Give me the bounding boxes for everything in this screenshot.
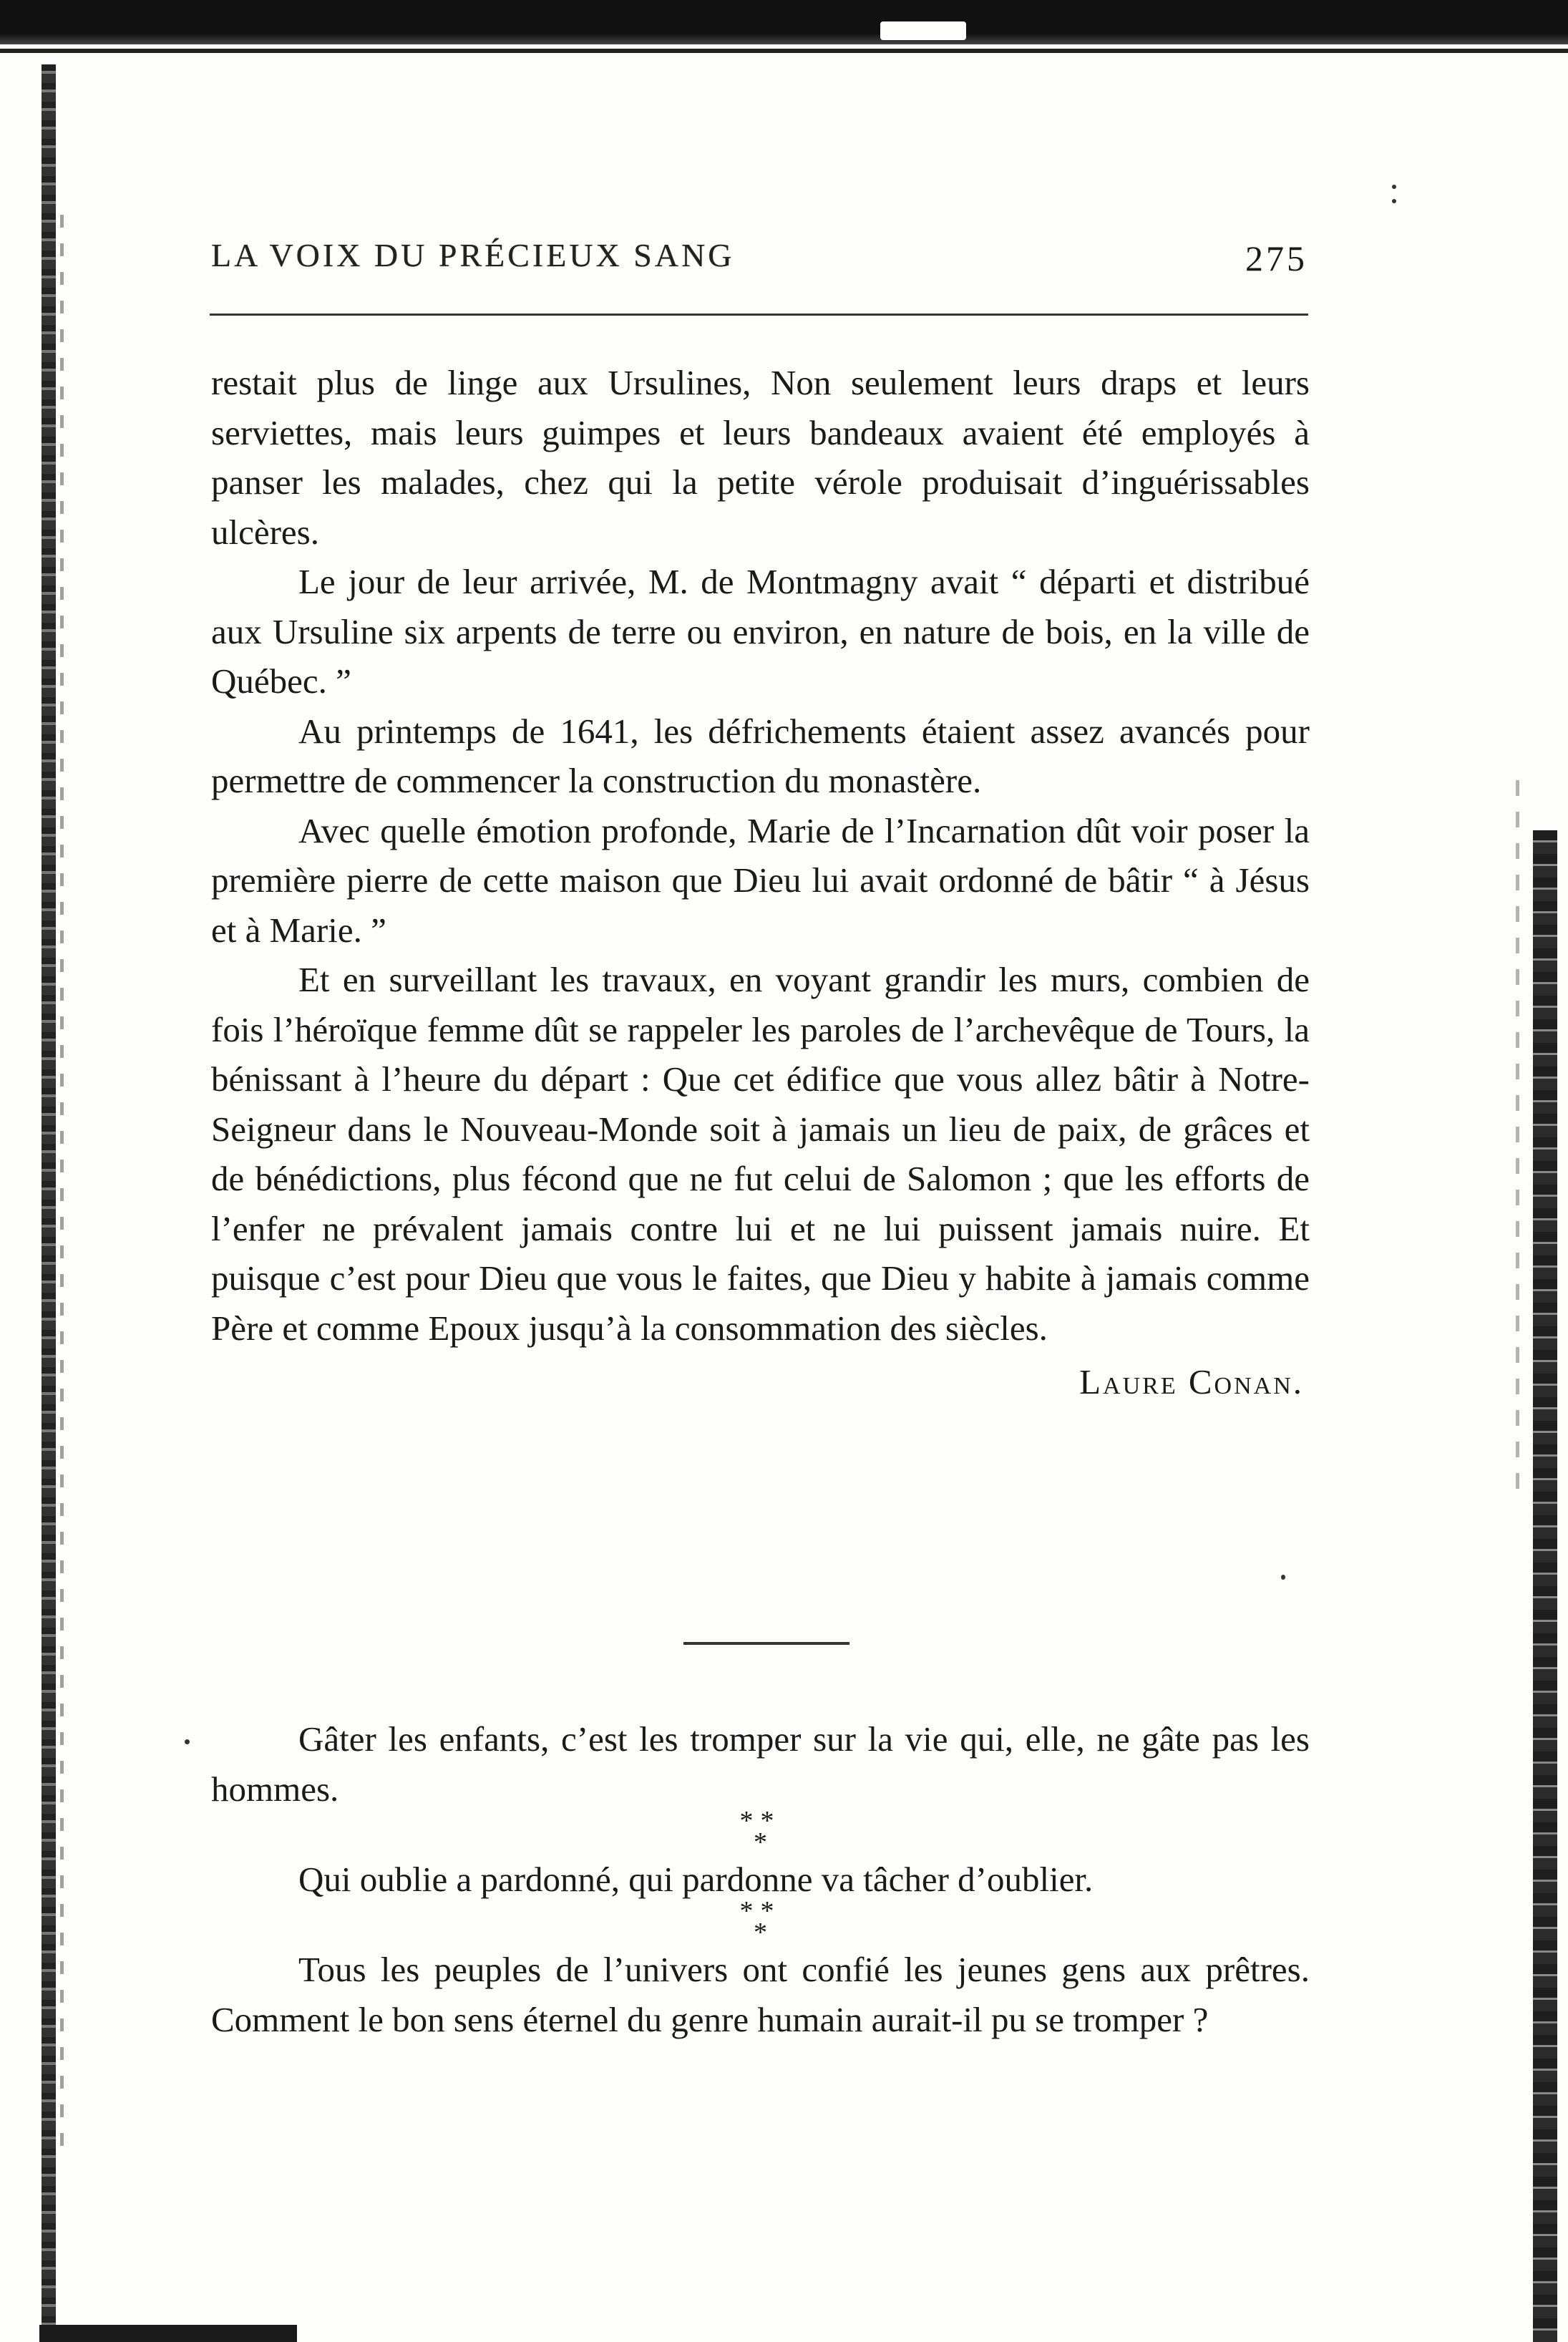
author-signature: Laure Conan. [1079, 1362, 1304, 1401]
paragraph: Au printemps de 1641, les défrichements étaient assez avancés pour permettre de commencer la construction du monastère. [211, 711, 1310, 800]
scan-left-edge [42, 64, 56, 2342]
scan-top-rule [0, 49, 1568, 53]
scan-top-edge-gap [880, 21, 966, 40]
maxim: Qui oublie a pardonné, qui pardonne va tâcher d’oublier. [298, 1860, 1094, 1899]
scan-speck [1392, 199, 1396, 203]
paragraph: restait plus de linge aux Ursulines, Non seulement leurs draps et leurs serviettes, mais leurs guimpes et leurs bandeaux avaient été employés à panser les malades, chez qui la petite vérole produisait d’inguérissables ulcères. [211, 363, 1310, 552]
paragraph: Le jour de leur arrivée, M. de Montmagny avait “ départi et distribué aux Ursuline six arpents de terre ou environ, en nature de bois, en la ville de Québec. ” [211, 562, 1310, 701]
scan-right-edge [1533, 830, 1557, 2342]
scan-left-edge-shadow [60, 215, 64, 2147]
asterism: ** * [739, 1896, 781, 1948]
scan-bottom-edge [39, 2325, 297, 2342]
article-body [211, 358, 1310, 1407]
asterism: ** * [739, 1806, 781, 1857]
maxim: Tous les peuples de l’univers ont confié les jeunes gens aux prêtres. Comment le bon sens éternel du genre humain aurait-il pu se tromper ? [211, 1950, 1310, 2039]
scan-top-edge [0, 0, 1568, 44]
paragraph: Et en surveillant les travaux, en voyant grandir les murs, combien de fois l’héroïque femme dût se rappeler les paroles de l’archevêque de Tours, la bénissant à l’heure du départ : Que cet édifice que vous allez bâtir à Notre-Seigneur dans le Nouveau-Monde soit à jamais un lieu de paix, de grâces et de bénédictions, plus fécond que ne fut celui de Salomon ; que les efforts de l’enfer ne prévalent jamais contre lui et ne lui puissent jamais nuire. Et puisque c’est pour Dieu que vous le faites, que Dieu y habite à jamais comme Père et comme Epoux jusqu’à la consommation des siècles. [211, 960, 1310, 1348]
maxim: Gâter les enfants, c’est les tromper sur la vie qui, elle, ne gâte pas les hommes. [211, 1719, 1310, 1809]
maxims-section [211, 1714, 1310, 2045]
paragraph: Avec quelle émotion profonde, Marie de l’Incarnation dût voir poser la première pierre de cette maison que Dieu lui avait ordonné de bâtir “ à Jésus et à Marie. ” [211, 810, 1310, 950]
scan-right-edge-shadow [1516, 780, 1519, 1496]
running-head: LA VOIX DU PRÉCIEUX SANG [211, 237, 735, 273]
header-rule [210, 314, 1308, 316]
scan-speck [1281, 1575, 1285, 1580]
page-number: 275 [1245, 238, 1308, 278]
scan-speck [185, 1739, 190, 1744]
scan-speck [1392, 185, 1396, 189]
section-separator [683, 1642, 849, 1645]
